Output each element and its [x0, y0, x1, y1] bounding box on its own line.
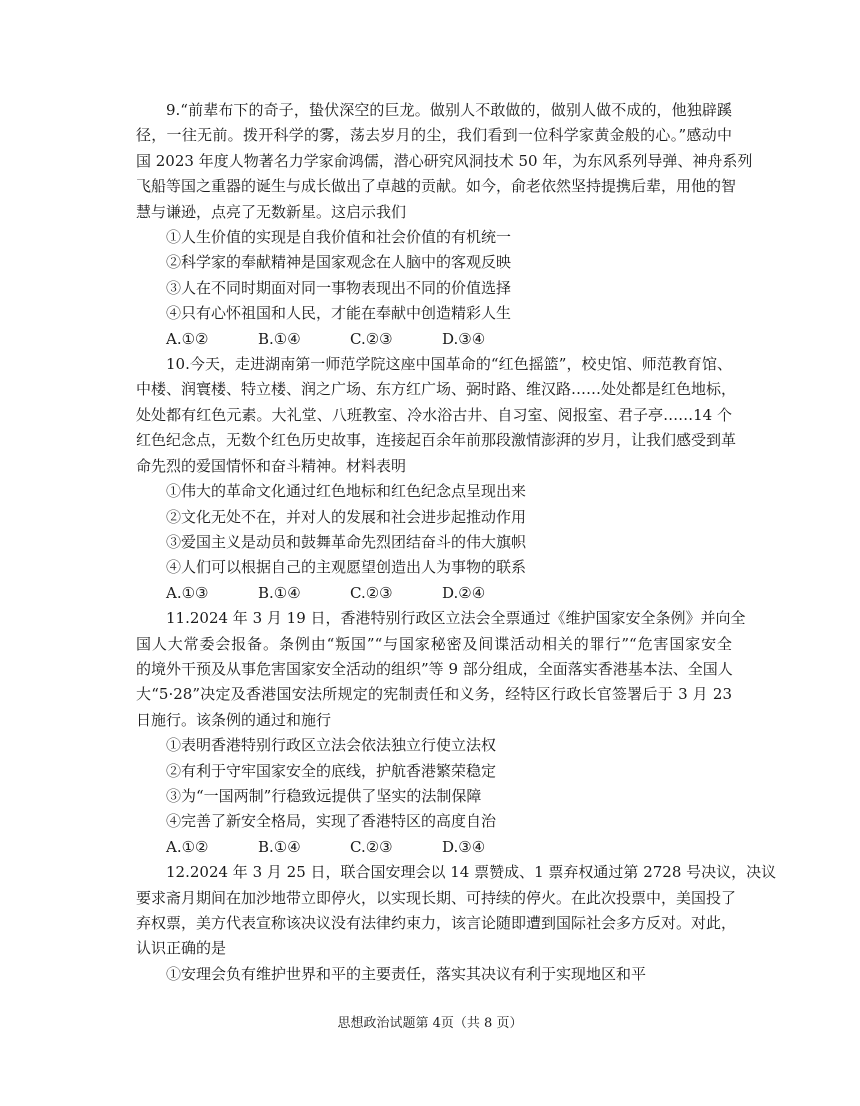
option-statement: ①人生价值的实现是自我价值和社会价值的有机统一 — [166, 228, 512, 247]
choice-a: A.①③ — [166, 583, 209, 602]
option-statement: ①表明香港特别行政区立法会依法独立行使立法权 — [166, 736, 497, 755]
choice-a: A.①② — [166, 837, 209, 856]
answer-choices — [136, 581, 732, 606]
question-stem-line: 慧与谦逊，点亮了无数新星。这启示我们 — [136, 202, 407, 221]
question-stem-line: 国 2023 年度人物著名力学家俞鸿儒，潜心研究风洞技术 50 年，为东风系列导弹、神舟系列 — [136, 151, 753, 170]
option-statement: ③爱国主义是动员和鼓舞革命先烈团结奋斗的伟大旗帜 — [166, 532, 527, 551]
page-footer: 思想政治试题第 4页（共 8 页） — [337, 1016, 523, 1031]
question-11 — [136, 606, 746, 860]
question-stem-line: 认识正确的是 — [136, 939, 227, 958]
question-stem-line: 11.2024 年 3 月 19 日，香港特别行政区立法会全票通过《维护国家安全条例》并向全 — [166, 609, 746, 628]
question-stem-line: 10.今天，走进湖南第一师范学院这座中国革命的“红色摇篮”，校史馆、师范教育馆、 — [166, 355, 732, 374]
question-stem-line: 命先烈的爱国情怀和奋斗精神。材料表明 — [136, 456, 407, 475]
question-stem-line: 日施行。该条例的通过和施行 — [136, 710, 332, 729]
choice-d: D.③④ — [442, 837, 486, 856]
choice-c: C.②③ — [350, 837, 393, 856]
choice-c: C.②③ — [350, 583, 393, 602]
question-stem-line: 国人大常委会报备。条例由“叛国”“与国家秘密及间谍活动相关的罪行”“危害国家安全 — [136, 634, 732, 653]
choice-c: C.②③ — [350, 329, 393, 348]
choice-d: D.②④ — [442, 583, 486, 602]
choice-b: B.①④ — [258, 329, 301, 348]
option-statement: ④人们可以根据自己的主观愿望创造出人为事物的联系 — [166, 558, 527, 577]
question-stem-line: 要求斋月期间在加沙地带立即停火，以实现长期、可持续的停火。在此次投票中，美国投了 — [136, 888, 737, 907]
question-stem-line: 中楼、润寰楼、特立楼、润之广场、东方红广场、弼时路、维汉路……处处都是红色地标， — [136, 380, 737, 399]
question-stem-line: 12.2024 年 3 月 25 日，联合国安理会以 14 票赞成、1 票弃权通过第 2728 号决议，决议 — [166, 863, 777, 882]
choice-d: D.③④ — [442, 329, 486, 348]
question-stem-line: 的境外干预及从事危害国家安全活动的组织”等 9 部分组成，全面落实香港基本法、全国人 — [136, 659, 733, 678]
option-statement: ①安理会负有维护世界和平的主要责任，落实其决议有利于实现地区和平 — [166, 964, 647, 983]
option-statement: ③为“一国两制”行稳致远提供了坚实的法制保障 — [166, 786, 482, 805]
question-9 — [136, 98, 753, 352]
answer-choices — [136, 327, 732, 352]
question-stem-line: 弃权票，美方代表宣称该决议没有法律约束力，该言论随即遭到国际社会多方反对。对此， — [136, 914, 737, 932]
answer-choices — [136, 835, 732, 860]
question-stem-line: 大“5·28”决定及香港国安法所规定的宪制责任和义务，经特区行政长官签署后于 3 月 23 — [136, 685, 732, 704]
question-stem-line: 红色纪念点，无数个红色历史故事，连接起百余年前那段激情澎湃的岁月，让我们感受到革 — [136, 431, 737, 450]
question-stem-line: 飞船等国之重器的诞生与成长做出了卓越的贡献。如今，俞老依然坚持提携后辈，用他的智 — [136, 177, 737, 196]
exam-page-content — [136, 98, 777, 987]
question-12 — [136, 860, 777, 987]
option-statement: ④只有心怀祖国和人民，才能在奉献中创造精彩人生 — [166, 304, 512, 323]
question-stem-line: 9.“前辈布下的奇子，蛰伏深空的巨龙。做别人不敢做的，做别人做不成的，他独辟蹊 — [166, 101, 732, 119]
option-statement: ②科学家的奉献精神是国家观念在人脑中的客观反映 — [166, 253, 512, 272]
option-statement: ③人在不同时期面对同一事物表现出不同的价值选择 — [166, 278, 512, 297]
question-stem-line: 径，一往无前。拨开科学的雾，荡去岁月的尘，我们看到一位科学家黄金般的心。”感动中 — [136, 126, 732, 145]
question-10 — [136, 352, 737, 606]
choice-a: A.①② — [166, 329, 209, 348]
choice-b: B.①④ — [258, 583, 301, 602]
option-statement: ①伟大的革命文化通过红色地标和红色纪念点呈现出来 — [166, 482, 527, 501]
option-statement: ④完善了新安全格局，实现了香港特区的高度自治 — [166, 812, 497, 831]
question-stem-line: 处处都有红色元素。大礼堂、八班教室、冷水浴古井、自习室、阅报室、君子亭……14 个 — [136, 405, 732, 424]
option-statement: ②文化无处不在，并对人的发展和社会进步起推动作用 — [166, 507, 527, 526]
option-statement: ②有利于守牢国家安全的底线，护航香港繁荣稳定 — [166, 761, 497, 780]
choice-b: B.①④ — [258, 837, 301, 856]
